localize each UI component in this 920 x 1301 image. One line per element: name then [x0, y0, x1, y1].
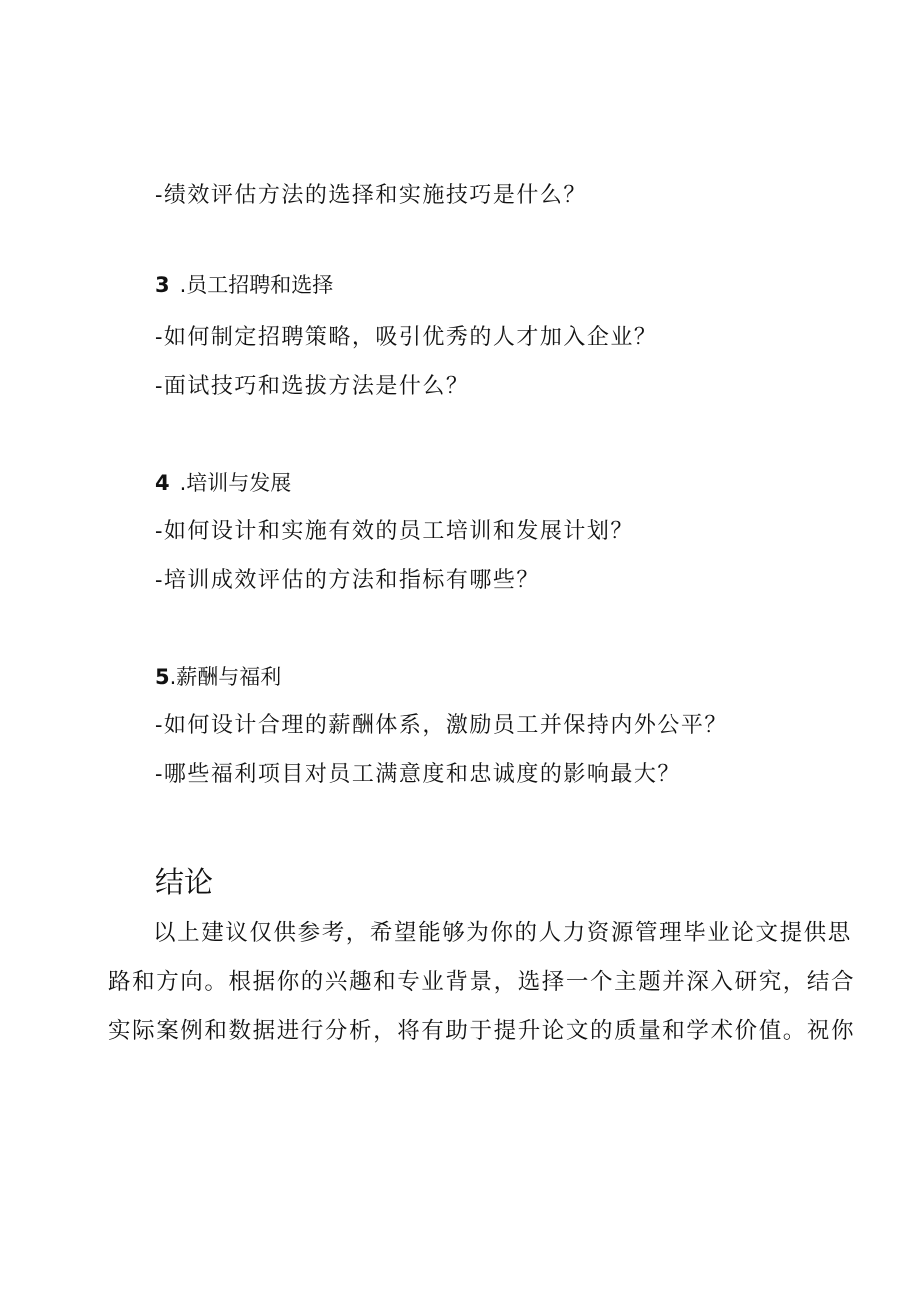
- list-item: -培训成效评估的方法和指标有哪些？: [155, 568, 540, 593]
- section-heading-3: [155, 270, 333, 300]
- list-item: -绩效评估方法的选择和实施技巧是什么？: [155, 183, 587, 208]
- list-item: -面试技巧和选拔方法是什么？: [155, 374, 470, 399]
- conclusion-title: 结论: [155, 865, 214, 899]
- list-item: -如何制定招聘策略，吸引优秀的人才加入企业？: [155, 325, 658, 350]
- section-heading-5: [155, 662, 281, 692]
- section-title: .员工招聘和选择: [179, 273, 334, 297]
- list-item: -如何设计合理的薪酬体系，激励员工并保持内外公平？: [155, 713, 728, 738]
- list-item: -哪些福利项目对员工满意度和忠诚度的影响最大？: [155, 762, 681, 787]
- section-number: 5: [155, 665, 170, 689]
- section-heading-4: [155, 468, 291, 498]
- section-number: 4: [155, 471, 170, 495]
- conclusion-line: 路和方向。根据你的兴趣和专业背景，选择一个主题并深入研究，结合: [108, 969, 856, 995]
- conclusion-line: 以上建议仅供参考，希望能够为你的人力资源管理毕业论文提供思: [153, 920, 852, 946]
- section-title: .薪酬与福利: [169, 665, 282, 689]
- section-title: .培训与发展: [179, 471, 292, 495]
- list-item: -如何设计和实施有效的员工培训和发展计划？: [155, 519, 634, 544]
- conclusion-line: 实际案例和数据进行分析，将有助于提升论文的质量和学术价值。祝你: [108, 1018, 856, 1044]
- section-number: 3: [155, 273, 170, 297]
